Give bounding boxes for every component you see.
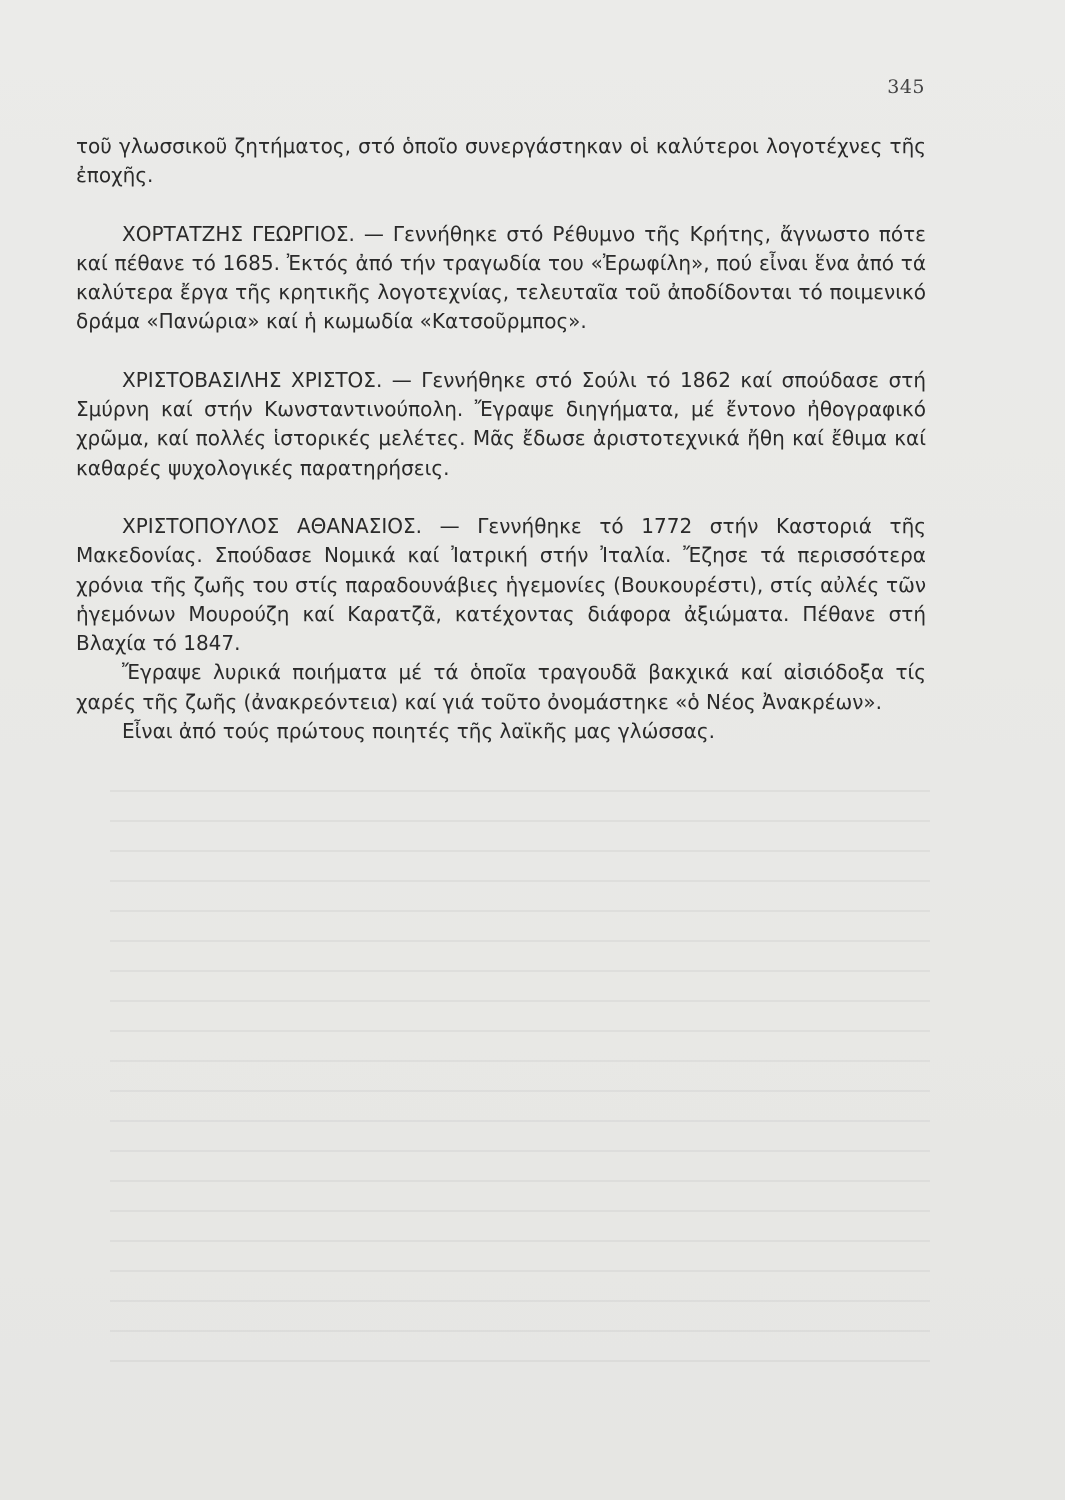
paragraph-continuation: τοῦ γλωσσικοῦ ζητήματος, στό ὁποῖο συνεργάστηκαν οἱ καλύτεροι λογοτέχνες τῆς ἐποχῆς. xyxy=(76,134,926,188)
entry-chortatzis: ΧΟΡΤΑΤΖΗΣ ΓΕΩΡΓΙΟΣ. — Γεννήθηκε στό Ρέθυμνο τῆς Κρήτης, ἄγνωστο πότε καί πέθανε τό 1685. Ἐκτός ἀπό τήν τραγωδία του «Ἐρωφίλη», πού εἶναι ἕνα ἀπό τά καλύτερα ἔργα τῆς κρητικῆς λογοτεχνίας, τελευταῖα τοῦ ἀποδίδονται τό ποιμενικό δράμα «Πανώρια» καί ἡ κωμωδία «Κατσοῦρμπος». xyxy=(76,221,926,334)
main-text xyxy=(76,132,926,746)
paragraph-spacer xyxy=(76,483,926,512)
page-number: 345 xyxy=(887,76,925,98)
entry-christopoulos-significance: Εἶναι ἀπό τούς πρώτους ποιητές τῆς λαϊκῆς μας γλώσσας. xyxy=(122,719,715,744)
entry-christovasilis: ΧΡΙΣΤΟΒΑΣΙΛΗΣ ΧΡΙΣΤΟΣ. — Γεννήθηκε στό Σούλι τό 1862 καί σπούδασε στή Σμύρνη καί στήν Κωνσταντινούπολη. Ἔγραψε διηγήματα, μέ ἔντονο ἠθογραφικό χρῶμα, καί πολλές ἱστορικές μελέτες. Μᾶς ἔδωσε ἀριστοτεχνικά ἤθη καί ἔθιμα καί καθαρές ψυχολογικές παρατηρήσεις. xyxy=(76,367,926,480)
paragraph-spacer xyxy=(76,337,926,366)
entry-christopoulos: ΧΡΙΣΤΟΠΟΥΛΟΣ ΑΘΑΝΑΣΙΟΣ. — Γεννήθηκε τό 1772 στήν Καστοριά τῆς Μακεδονίας. Σπούδασε Νομικά καί Ἰατρική στήν Ἰταλία. Ἔζησε τά περισσότερα χρόνια τῆς ζωῆς του στίς παραδουνάβιες ἡγεμονίες (Βουκουρέστι), στίς αὐλές τῶν ἡγεμόνων Μουρούζη καί Καρατζᾶ, κατέχοντας διάφορα ἀξιώματα. Πέθανε στή Βλαχία τό 1847. xyxy=(76,513,926,656)
paragraph-spacer xyxy=(76,191,926,220)
entry-christopoulos-works: Ἔγραψε λυρικά ποιήματα μέ τά ὁποῖα τραγουδᾶ βακχικά καί αἰσιόδοξα τίς χαρές τῆς ζωῆς (ἀνακρεόντεια) καί γιά τοῦτο ὀνομάστηκε «ὁ Νέος Ἀνακρέων». xyxy=(76,660,926,714)
reverse-side-show-through xyxy=(110,790,930,1410)
